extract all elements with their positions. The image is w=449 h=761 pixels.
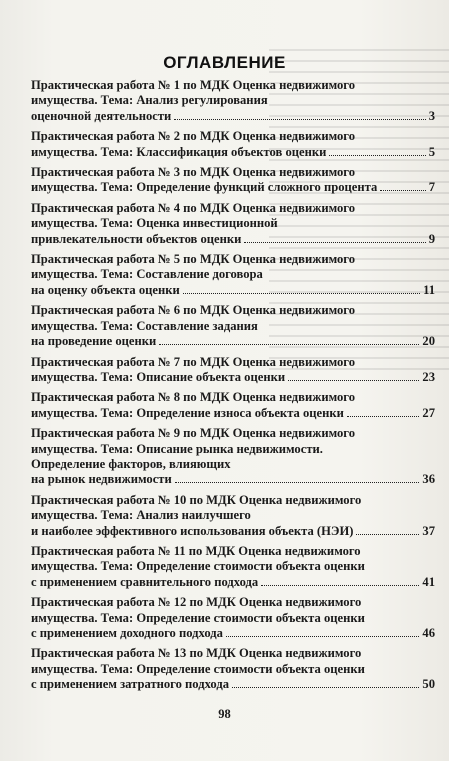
toc-entry[interactable] <box>31 78 435 124</box>
toc-entry-line <box>31 319 435 334</box>
toc-entry-text: на проведение оценки <box>31 334 157 349</box>
toc-entry-text: оценочной деятельности <box>31 108 172 123</box>
toc-entry-text: имущества. Тема: Определение стоимости объекта оценки <box>31 610 365 625</box>
toc-entry-line <box>31 626 435 641</box>
toc-entry[interactable] <box>31 646 435 692</box>
toc-page-number: 3 <box>428 108 435 123</box>
toc-entry-line <box>31 493 435 508</box>
toc-entry-text: имущества. Тема: Составление задания <box>31 318 258 333</box>
toc-entry-line <box>31 559 435 574</box>
toc-entry-line <box>31 611 435 626</box>
toc-entry-line <box>31 232 435 247</box>
toc-entry-text: имущества. Тема: Классификация объектов оценки <box>31 144 327 159</box>
toc-entry-line <box>31 544 435 559</box>
toc-entry-line <box>31 472 435 487</box>
toc-entry-text: на оценку объекта оценки <box>31 282 180 297</box>
toc-entry-line <box>31 355 435 370</box>
dot-leader <box>347 416 420 417</box>
dot-leader <box>232 687 419 688</box>
toc-page-number: 50 <box>422 677 435 692</box>
toc-entry-text: имущества. Тема: Оценка инвестиционной <box>31 216 278 231</box>
toc-entry-text: Практическая работа № 12 по МДК Оценка недвижимого <box>31 595 362 610</box>
toc-entry-text: Практическая работа № 2 по МДК Оценка недвижимого <box>31 129 355 144</box>
dot-leader <box>329 155 425 156</box>
toc-entry-line <box>31 165 435 180</box>
dot-leader <box>159 344 419 345</box>
toc-entry-text: Практическая работа № 10 по МДК Оценка недвижимого <box>31 492 362 507</box>
toc-entry-text: Практическая работа № 13 по МДК Оценка недвижимого <box>31 646 362 661</box>
toc-entry-text: имущества. Тема: Определение функций сложного процента <box>31 180 378 195</box>
toc-entry-text: Практическая работа № 8 по МДК Оценка недвижимого <box>31 390 355 405</box>
toc-entry-line <box>31 370 435 385</box>
toc-entry[interactable] <box>31 544 435 590</box>
toc-entry-line <box>31 575 435 590</box>
toc-page-number: 46 <box>422 626 435 640</box>
toc-entry-text: Практическая работа № 7 по МДК Оценка недвижимого <box>31 354 355 369</box>
toc-entry-text: имущества. Тема: Описание рынка недвижимости. <box>31 441 323 456</box>
table-of-contents <box>31 78 435 698</box>
toc-entry-text: Определение факторов, влияющих <box>31 456 231 471</box>
toc-entry[interactable] <box>31 595 435 641</box>
toc-page-number: 41 <box>422 574 435 589</box>
toc-page-number: 23 <box>422 369 435 384</box>
toc-entry-line <box>31 201 435 216</box>
toc-entry-text: Практическая работа № 6 по МДК Оценка недвижимого <box>31 303 355 318</box>
toc-page-number: 36 <box>422 472 435 487</box>
page-number: 98 <box>218 707 231 721</box>
toc-page-number: 20 <box>422 334 435 349</box>
dot-leader <box>183 293 420 294</box>
toc-entry-line <box>31 129 435 144</box>
dot-leader <box>174 119 425 120</box>
toc-entry[interactable] <box>31 129 435 160</box>
toc-entry-line <box>31 334 435 349</box>
toc-entry-text: имущества. Тема: Анализ наилучшего <box>31 508 251 523</box>
toc-entry-line <box>31 662 435 677</box>
toc-entry-text: с применением сравнительного подхода <box>31 574 259 589</box>
toc-entry-line <box>31 406 435 421</box>
toc-page-number: 9 <box>428 231 435 246</box>
toc-entry-line <box>31 426 435 441</box>
toc-page-number: 5 <box>428 144 435 159</box>
toc-entry-text: Практическая работа № 4 по МДК Оценка недвижимого <box>31 200 355 215</box>
toc-entry-line <box>31 677 435 692</box>
toc-entry-line <box>31 78 435 93</box>
toc-entry-line <box>31 457 435 472</box>
toc-entry-text: Практическая работа № 11 по МДК Оценка недвижимого <box>31 543 361 558</box>
dot-leader <box>226 636 419 637</box>
toc-entry[interactable] <box>31 426 435 488</box>
toc-entry-line <box>31 508 435 523</box>
toc-entry-text: и наиболее эффективного использования объекта (НЭИ) <box>31 523 354 538</box>
toc-entry-line <box>31 267 435 282</box>
toc-entry-line <box>31 109 435 124</box>
dot-leader <box>244 242 425 243</box>
toc-entry-line <box>31 252 435 267</box>
toc-entry-line <box>31 524 435 539</box>
toc-entry[interactable] <box>31 252 435 298</box>
toc-entry-text: на рынок недвижимости <box>31 472 172 487</box>
page-title: ОГЛАВЛЕНИЕ <box>163 53 286 72</box>
toc-entry-line <box>31 303 435 318</box>
toc-entry-line <box>31 180 435 195</box>
toc-entry-text: привлекательности объектов оценки <box>31 231 242 246</box>
toc-entry-line <box>31 93 435 108</box>
toc-entry-text: Практическая работа № 3 по МДК Оценка недвижимого <box>31 165 355 180</box>
toc-page-number: 11 <box>423 282 435 297</box>
dot-leader <box>356 534 419 535</box>
dot-leader <box>380 190 425 191</box>
toc-entry-text: Практическая работа № 1 по МДК Оценка недвижимого <box>31 78 355 92</box>
dot-leader <box>261 585 419 586</box>
toc-entry-line <box>31 646 435 661</box>
toc-entry-text: имущества. Тема: Определение стоимости объекта оценки <box>31 661 365 676</box>
toc-entry-line <box>31 216 435 231</box>
toc-entry-line <box>31 442 435 457</box>
toc-entry-line <box>31 390 435 405</box>
toc-entry[interactable] <box>31 201 435 247</box>
toc-entry-text: Практическая работа № 5 по МДК Оценка недвижимого <box>31 252 355 267</box>
toc-entry-text: с применением затратного подхода <box>31 677 230 692</box>
toc-entry-text: Практическая работа № 9 по МДК Оценка недвижимого <box>31 426 355 441</box>
toc-entry-text: имущества. Тема: Составление договора <box>31 267 263 282</box>
toc-entry[interactable] <box>31 355 435 386</box>
toc-entry-text: имущества. Тема: Описание объекта оценки <box>31 369 286 384</box>
toc-page-number: 7 <box>428 180 435 195</box>
toc-entry[interactable] <box>31 165 435 196</box>
toc-page-number: 37 <box>422 523 435 538</box>
toc-entry-text: имущества. Тема: Определение износа объекта оценки <box>31 405 344 420</box>
dot-leader <box>175 482 420 483</box>
toc-entry[interactable] <box>31 303 435 349</box>
toc-entry-line <box>31 595 435 610</box>
toc-page-number: 27 <box>422 405 435 420</box>
toc-entry-text: имущества. Тема: Анализ регулирования <box>31 93 268 108</box>
toc-entry[interactable] <box>31 493 435 539</box>
toc-entry-text: с применением доходного подхода <box>31 626 223 640</box>
toc-entry-text: имущества. Тема: Определение стоимости объекта оценки <box>31 559 365 574</box>
toc-entry-line <box>31 283 435 298</box>
toc-entry[interactable] <box>31 390 435 421</box>
toc-entry-line <box>31 145 435 160</box>
dot-leader <box>288 380 419 381</box>
